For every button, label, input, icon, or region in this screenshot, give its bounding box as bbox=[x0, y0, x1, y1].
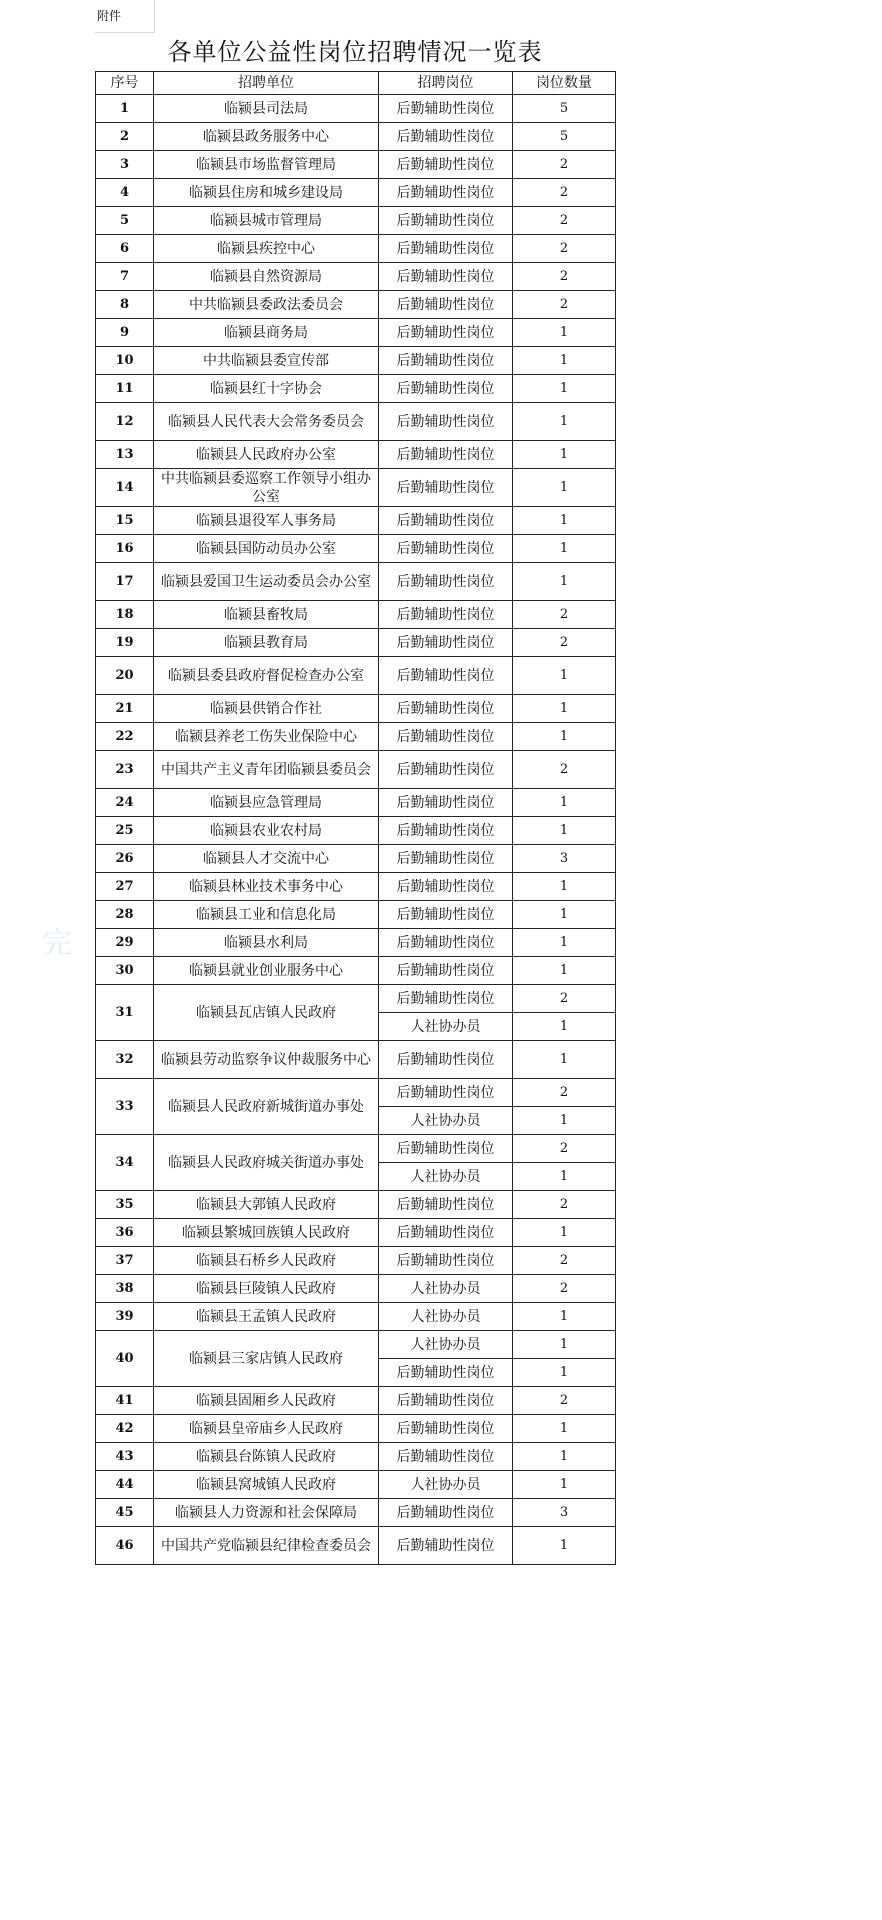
position-count: 1 bbox=[513, 375, 616, 403]
position-count: 1 bbox=[513, 1359, 616, 1387]
recruiting-unit: 临颍县瓦店镇人民政府 bbox=[154, 985, 379, 1041]
table-row bbox=[96, 1135, 616, 1163]
position-count: 1 bbox=[513, 789, 616, 817]
table-row bbox=[96, 263, 616, 291]
position-count: 1 bbox=[513, 1107, 616, 1135]
position-count: 1 bbox=[513, 929, 616, 957]
recruiting-position: 后勤辅助性岗位 bbox=[379, 507, 513, 535]
table-row bbox=[96, 1331, 616, 1359]
recruiting-position: 后勤辅助性岗位 bbox=[379, 1359, 513, 1387]
table-row bbox=[96, 601, 616, 629]
recruiting-unit: 临颍县国防动员办公室 bbox=[154, 535, 379, 563]
recruiting-position: 人社协办员 bbox=[379, 1275, 513, 1303]
position-count: 2 bbox=[513, 235, 616, 263]
recruiting-position: 人社协办员 bbox=[379, 1013, 513, 1041]
position-count: 1 bbox=[513, 1527, 616, 1565]
recruiting-unit: 临颍县三家店镇人民政府 bbox=[154, 1331, 379, 1387]
recruiting-position: 后勤辅助性岗位 bbox=[379, 1079, 513, 1107]
row-number: 6 bbox=[96, 235, 154, 263]
position-count: 2 bbox=[513, 263, 616, 291]
row-number: 30 bbox=[96, 957, 154, 985]
recruiting-unit: 临颍县政务服务中心 bbox=[154, 123, 379, 151]
row-number: 36 bbox=[96, 1219, 154, 1247]
table-row bbox=[96, 1041, 616, 1079]
row-number: 4 bbox=[96, 179, 154, 207]
recruiting-position: 后勤辅助性岗位 bbox=[379, 235, 513, 263]
recruiting-unit: 临颍县水利局 bbox=[154, 929, 379, 957]
position-count: 1 bbox=[513, 403, 616, 441]
recruiting-unit: 临颍县商务局 bbox=[154, 319, 379, 347]
recruiting-position: 后勤辅助性岗位 bbox=[379, 1415, 513, 1443]
position-count: 2 bbox=[513, 179, 616, 207]
row-number: 26 bbox=[96, 845, 154, 873]
table-row bbox=[96, 291, 616, 319]
recruiting-unit: 临颍县退役军人事务局 bbox=[154, 507, 379, 535]
position-count: 2 bbox=[513, 291, 616, 319]
recruiting-unit: 临颍县窝城镇人民政府 bbox=[154, 1471, 379, 1499]
row-number: 34 bbox=[96, 1135, 154, 1191]
table-row bbox=[96, 723, 616, 751]
recruiting-position: 后勤辅助性岗位 bbox=[379, 1387, 513, 1415]
recruiting-unit: 临颍县固厢乡人民政府 bbox=[154, 1387, 379, 1415]
table-row bbox=[96, 535, 616, 563]
row-number: 44 bbox=[96, 1471, 154, 1499]
row-number: 2 bbox=[96, 123, 154, 151]
recruiting-position: 后勤辅助性岗位 bbox=[379, 535, 513, 563]
recruiting-unit: 临颍县爱国卫生运动委员会办公室 bbox=[154, 563, 379, 601]
table-row bbox=[96, 1443, 616, 1471]
row-number: 1 bbox=[96, 95, 154, 123]
recruiting-position: 后勤辅助性岗位 bbox=[379, 873, 513, 901]
row-number: 10 bbox=[96, 347, 154, 375]
row-number: 9 bbox=[96, 319, 154, 347]
recruiting-position: 后勤辅助性岗位 bbox=[379, 1247, 513, 1275]
row-number: 28 bbox=[96, 901, 154, 929]
position-count: 2 bbox=[513, 629, 616, 657]
row-number: 41 bbox=[96, 1387, 154, 1415]
position-count: 1 bbox=[513, 695, 616, 723]
table-row bbox=[96, 695, 616, 723]
recruiting-position: 后勤辅助性岗位 bbox=[379, 845, 513, 873]
row-number: 21 bbox=[96, 695, 154, 723]
recruiting-unit: 临颍县住房和城乡建设局 bbox=[154, 179, 379, 207]
recruiting-position: 后勤辅助性岗位 bbox=[379, 817, 513, 845]
recruiting-unit: 临颍县养老工伤失业保险中心 bbox=[154, 723, 379, 751]
position-count: 1 bbox=[513, 873, 616, 901]
table-row bbox=[96, 469, 616, 507]
table-row bbox=[96, 319, 616, 347]
recruiting-unit: 临颍县供销合作社 bbox=[154, 695, 379, 723]
table-row bbox=[96, 789, 616, 817]
recruiting-unit: 临颍县繁城回族镇人民政府 bbox=[154, 1219, 379, 1247]
position-count: 5 bbox=[513, 95, 616, 123]
table-row bbox=[96, 629, 616, 657]
position-count: 1 bbox=[513, 1471, 616, 1499]
recruiting-position: 后勤辅助性岗位 bbox=[379, 123, 513, 151]
row-number: 12 bbox=[96, 403, 154, 441]
recruiting-unit: 临颍县大郭镇人民政府 bbox=[154, 1191, 379, 1219]
row-number: 45 bbox=[96, 1499, 154, 1527]
position-count: 1 bbox=[513, 507, 616, 535]
row-number: 43 bbox=[96, 1443, 154, 1471]
column-header-count: 岗位数量 bbox=[513, 72, 616, 95]
table-row bbox=[96, 657, 616, 695]
position-count: 1 bbox=[513, 1219, 616, 1247]
recruiting-unit: 临颍县应急管理局 bbox=[154, 789, 379, 817]
position-count: 1 bbox=[513, 1415, 616, 1443]
table-row bbox=[96, 347, 616, 375]
table-row bbox=[96, 1415, 616, 1443]
row-number: 40 bbox=[96, 1331, 154, 1387]
table-row bbox=[96, 845, 616, 873]
recruiting-unit: 临颍县教育局 bbox=[154, 629, 379, 657]
recruiting-position: 后勤辅助性岗位 bbox=[379, 347, 513, 375]
position-count: 2 bbox=[513, 601, 616, 629]
recruiting-unit: 中国共产党临颍县纪律检查委员会 bbox=[154, 1527, 379, 1565]
position-count: 2 bbox=[513, 151, 616, 179]
row-number: 24 bbox=[96, 789, 154, 817]
table-row bbox=[96, 507, 616, 535]
row-number: 15 bbox=[96, 507, 154, 535]
position-count: 2 bbox=[513, 1191, 616, 1219]
position-count: 1 bbox=[513, 347, 616, 375]
recruiting-unit: 临颍县石桥乡人民政府 bbox=[154, 1247, 379, 1275]
recruiting-unit: 临颍县人民政府办公室 bbox=[154, 441, 379, 469]
recruiting-unit: 中共临颍县委政法委员会 bbox=[154, 291, 379, 319]
position-count: 1 bbox=[513, 1443, 616, 1471]
table-row bbox=[96, 1275, 616, 1303]
position-count: 1 bbox=[513, 1041, 616, 1079]
table-row bbox=[96, 873, 616, 901]
table-row bbox=[96, 1471, 616, 1499]
table-row bbox=[96, 441, 616, 469]
table-row bbox=[96, 375, 616, 403]
position-count: 1 bbox=[513, 1331, 616, 1359]
recruiting-position: 人社协办员 bbox=[379, 1163, 513, 1191]
position-count: 3 bbox=[513, 845, 616, 873]
recruiting-position: 后勤辅助性岗位 bbox=[379, 723, 513, 751]
row-number: 46 bbox=[96, 1527, 154, 1565]
column-header-number: 序号 bbox=[96, 72, 154, 95]
row-number: 17 bbox=[96, 563, 154, 601]
table-row bbox=[96, 563, 616, 601]
column-header-unit: 招聘单位 bbox=[154, 72, 379, 95]
row-number: 29 bbox=[96, 929, 154, 957]
recruiting-unit: 临颍县王孟镇人民政府 bbox=[154, 1303, 379, 1331]
table-row bbox=[96, 235, 616, 263]
row-number: 18 bbox=[96, 601, 154, 629]
recruiting-position: 后勤辅助性岗位 bbox=[379, 403, 513, 441]
recruiting-unit: 临颍县人民政府城关街道办事处 bbox=[154, 1135, 379, 1191]
recruiting-position: 人社协办员 bbox=[379, 1471, 513, 1499]
position-count: 1 bbox=[513, 1163, 616, 1191]
table-row bbox=[96, 179, 616, 207]
recruiting-position: 人社协办员 bbox=[379, 1107, 513, 1135]
recruiting-position: 后勤辅助性岗位 bbox=[379, 441, 513, 469]
recruiting-unit: 中共临颍县委宣传部 bbox=[154, 347, 379, 375]
recruiting-position: 后勤辅助性岗位 bbox=[379, 985, 513, 1013]
recruiting-position: 后勤辅助性岗位 bbox=[379, 375, 513, 403]
recruiting-position: 后勤辅助性岗位 bbox=[379, 629, 513, 657]
recruiting-unit: 临颍县人民政府新城街道办事处 bbox=[154, 1079, 379, 1135]
recruiting-position: 后勤辅助性岗位 bbox=[379, 319, 513, 347]
recruiting-unit: 中共临颍县委巡察工作领导小组办公室 bbox=[154, 469, 379, 507]
recruiting-position: 后勤辅助性岗位 bbox=[379, 469, 513, 507]
recruiting-position: 后勤辅助性岗位 bbox=[379, 901, 513, 929]
table-row bbox=[96, 123, 616, 151]
table-body bbox=[96, 95, 616, 1565]
row-number: 25 bbox=[96, 817, 154, 845]
watermark-text: 完 bbox=[42, 926, 72, 961]
row-number: 31 bbox=[96, 985, 154, 1041]
page-title: 各单位公益性岗位招聘情况一览表 bbox=[167, 38, 543, 66]
position-count: 1 bbox=[513, 1013, 616, 1041]
position-count: 1 bbox=[513, 957, 616, 985]
recruitment-table bbox=[95, 71, 616, 1565]
table-row bbox=[96, 1499, 616, 1527]
table-row bbox=[96, 1219, 616, 1247]
position-count: 5 bbox=[513, 123, 616, 151]
recruiting-unit: 临颍县林业技术事务中心 bbox=[154, 873, 379, 901]
position-count: 2 bbox=[513, 1135, 616, 1163]
recruiting-position: 后勤辅助性岗位 bbox=[379, 1499, 513, 1527]
row-number: 8 bbox=[96, 291, 154, 319]
position-count: 1 bbox=[513, 817, 616, 845]
row-number: 23 bbox=[96, 751, 154, 789]
recruiting-position: 后勤辅助性岗位 bbox=[379, 789, 513, 817]
recruiting-position: 后勤辅助性岗位 bbox=[379, 179, 513, 207]
row-number: 37 bbox=[96, 1247, 154, 1275]
row-number: 13 bbox=[96, 441, 154, 469]
row-number: 22 bbox=[96, 723, 154, 751]
position-count: 1 bbox=[513, 901, 616, 929]
position-count: 2 bbox=[513, 1079, 616, 1107]
position-count: 2 bbox=[513, 751, 616, 789]
recruiting-unit: 临颍县委县政府督促检查办公室 bbox=[154, 657, 379, 695]
position-count: 3 bbox=[513, 1499, 616, 1527]
table-row bbox=[96, 751, 616, 789]
row-number: 20 bbox=[96, 657, 154, 695]
recruiting-unit: 临颍县皇帝庙乡人民政府 bbox=[154, 1415, 379, 1443]
recruiting-position: 后勤辅助性岗位 bbox=[379, 1219, 513, 1247]
table-row bbox=[96, 1247, 616, 1275]
recruiting-position: 人社协办员 bbox=[379, 1303, 513, 1331]
position-count: 1 bbox=[513, 657, 616, 695]
recruiting-position: 后勤辅助性岗位 bbox=[379, 291, 513, 319]
table-row bbox=[96, 1079, 616, 1107]
recruiting-unit: 临颍县红十字协会 bbox=[154, 375, 379, 403]
recruiting-position: 人社协办员 bbox=[379, 1331, 513, 1359]
recruitment-sheet bbox=[95, 0, 615, 1565]
recruiting-position: 后勤辅助性岗位 bbox=[379, 957, 513, 985]
recruiting-unit: 临颍县农业农村局 bbox=[154, 817, 379, 845]
table-row bbox=[96, 985, 616, 1013]
table-header-row bbox=[96, 72, 616, 95]
recruiting-position: 后勤辅助性岗位 bbox=[379, 657, 513, 695]
table-row bbox=[96, 957, 616, 985]
recruiting-unit: 临颍县市场监督管理局 bbox=[154, 151, 379, 179]
position-count: 1 bbox=[513, 723, 616, 751]
recruiting-position: 后勤辅助性岗位 bbox=[379, 1135, 513, 1163]
row-number: 11 bbox=[96, 375, 154, 403]
table-row bbox=[96, 817, 616, 845]
row-number: 39 bbox=[96, 1303, 154, 1331]
recruiting-unit: 临颍县人才交流中心 bbox=[154, 845, 379, 873]
recruiting-unit: 临颍县巨陵镇人民政府 bbox=[154, 1275, 379, 1303]
recruiting-position: 后勤辅助性岗位 bbox=[379, 95, 513, 123]
recruiting-position: 后勤辅助性岗位 bbox=[379, 1527, 513, 1565]
attachment-row bbox=[95, 0, 615, 33]
table-row bbox=[96, 1527, 616, 1565]
position-count: 1 bbox=[513, 469, 616, 507]
recruiting-unit: 临颍县自然资源局 bbox=[154, 263, 379, 291]
row-number: 38 bbox=[96, 1275, 154, 1303]
recruiting-position: 后勤辅助性岗位 bbox=[379, 151, 513, 179]
recruiting-position: 后勤辅助性岗位 bbox=[379, 1191, 513, 1219]
recruiting-position: 后勤辅助性岗位 bbox=[379, 1041, 513, 1079]
row-number: 35 bbox=[96, 1191, 154, 1219]
recruiting-position: 后勤辅助性岗位 bbox=[379, 1443, 513, 1471]
recruiting-unit: 临颍县劳动监察争议仲裁服务中心 bbox=[154, 1041, 379, 1079]
row-number: 16 bbox=[96, 535, 154, 563]
position-count: 1 bbox=[513, 319, 616, 347]
recruiting-unit: 临颍县畜牧局 bbox=[154, 601, 379, 629]
recruiting-position: 后勤辅助性岗位 bbox=[379, 929, 513, 957]
recruiting-unit: 临颍县人力资源和社会保障局 bbox=[154, 1499, 379, 1527]
table-row bbox=[96, 1387, 616, 1415]
row-number: 27 bbox=[96, 873, 154, 901]
table-row bbox=[96, 151, 616, 179]
table-row bbox=[96, 207, 616, 235]
recruiting-position: 后勤辅助性岗位 bbox=[379, 563, 513, 601]
recruiting-position: 后勤辅助性岗位 bbox=[379, 751, 513, 789]
column-header-position: 招聘岗位 bbox=[379, 72, 513, 95]
row-number: 33 bbox=[96, 1079, 154, 1135]
recruiting-unit: 临颍县就业创业服务中心 bbox=[154, 957, 379, 985]
position-count: 2 bbox=[513, 985, 616, 1013]
table-row bbox=[96, 1303, 616, 1331]
position-count: 2 bbox=[513, 1247, 616, 1275]
attachment-label: 附件 bbox=[95, 0, 155, 33]
position-count: 2 bbox=[513, 1275, 616, 1303]
row-number: 32 bbox=[96, 1041, 154, 1079]
row-number: 3 bbox=[96, 151, 154, 179]
position-count: 2 bbox=[513, 1387, 616, 1415]
table-row bbox=[96, 95, 616, 123]
recruiting-position: 后勤辅助性岗位 bbox=[379, 263, 513, 291]
row-number: 19 bbox=[96, 629, 154, 657]
position-count: 2 bbox=[513, 207, 616, 235]
position-count: 1 bbox=[513, 535, 616, 563]
table-row bbox=[96, 403, 616, 441]
recruiting-unit: 中国共产主义青年团临颍县委员会 bbox=[154, 751, 379, 789]
table-row bbox=[96, 1191, 616, 1219]
position-count: 1 bbox=[513, 1303, 616, 1331]
row-number: 5 bbox=[96, 207, 154, 235]
recruiting-unit: 临颍县人民代表大会常务委员会 bbox=[154, 403, 379, 441]
recruiting-unit: 临颍县疾控中心 bbox=[154, 235, 379, 263]
position-count: 1 bbox=[513, 563, 616, 601]
position-count: 1 bbox=[513, 441, 616, 469]
recruiting-unit: 临颍县工业和信息化局 bbox=[154, 901, 379, 929]
recruiting-position: 后勤辅助性岗位 bbox=[379, 695, 513, 723]
recruiting-position: 后勤辅助性岗位 bbox=[379, 601, 513, 629]
recruiting-unit: 临颍县城市管理局 bbox=[154, 207, 379, 235]
table-row bbox=[96, 929, 616, 957]
recruiting-position: 后勤辅助性岗位 bbox=[379, 207, 513, 235]
row-number: 7 bbox=[96, 263, 154, 291]
row-number: 14 bbox=[96, 469, 154, 507]
table-row bbox=[96, 901, 616, 929]
recruiting-unit: 临颍县台陈镇人民政府 bbox=[154, 1443, 379, 1471]
row-number: 42 bbox=[96, 1415, 154, 1443]
recruiting-unit: 临颍县司法局 bbox=[154, 95, 379, 123]
